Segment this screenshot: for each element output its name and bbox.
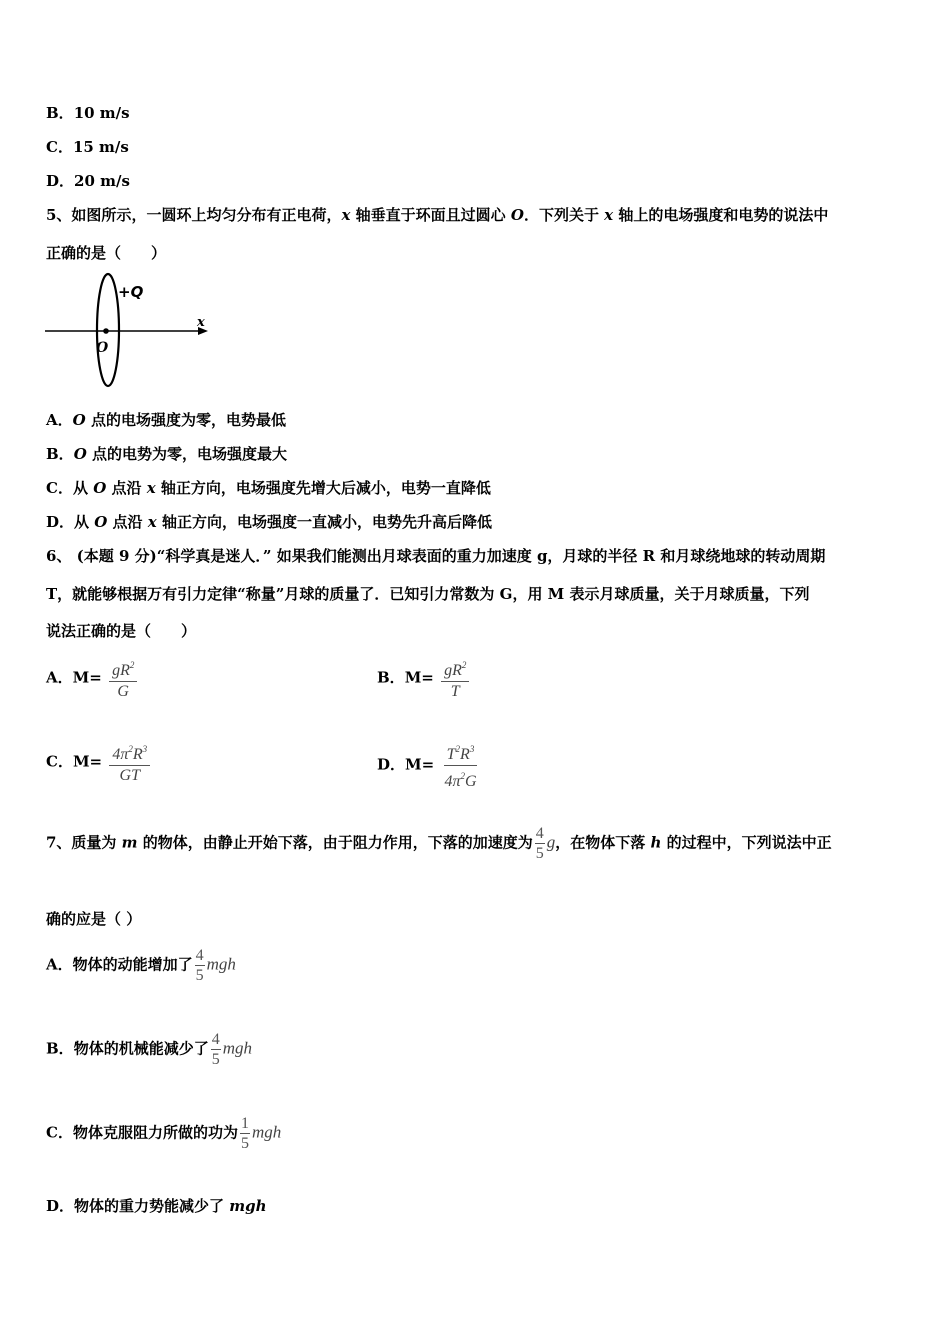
- exponent: 2: [460, 771, 465, 781]
- q6-option-b: [377, 655, 471, 702]
- q5-stem-part: 轴上的电场强度和电势的说法中: [613, 206, 829, 224]
- numerator: 1: [240, 1115, 249, 1132]
- option-text: 点的电势为零，电场强度最大: [86, 445, 287, 463]
- option-prefix: M=: [72, 752, 103, 771]
- q5-stem-part: ．下列关于: [523, 206, 605, 224]
- q5-stem-line2: 正确的是（ ）: [46, 244, 167, 262]
- var-o: O: [510, 206, 524, 224]
- numerator: gR: [444, 662, 462, 679]
- numerator: 4: [535, 825, 544, 842]
- option-label: C．: [46, 1123, 73, 1142]
- fraction: [240, 1114, 250, 1153]
- q7-stem-line2: 确的应是（ ）: [46, 910, 142, 928]
- q6-stem-line1: 6、 (本题 9 分)“科学真是迷人．” 如果我们能测出月球表面的重力加速度 g，月球的半径 R 和月球绕地球的转动周期: [46, 547, 826, 565]
- denominator: G: [117, 683, 129, 700]
- q5-option-c: [46, 477, 491, 498]
- q7-option-a: [46, 946, 236, 985]
- q7-stem-part: 7、质量为: [46, 833, 122, 852]
- fraction: [441, 655, 469, 702]
- denominator: 5: [240, 1135, 249, 1152]
- denominator: 5: [535, 845, 544, 862]
- option-label: B．: [46, 445, 74, 463]
- q4-option-c: [46, 136, 129, 157]
- ring-charge-figure: [40, 272, 220, 394]
- fraction: [195, 946, 205, 985]
- var-o: O: [94, 513, 108, 531]
- option-prefix: M=: [404, 668, 434, 687]
- denominator: G: [464, 773, 477, 790]
- center-label: O: [96, 340, 109, 356]
- q5-option-a: [46, 409, 286, 430]
- option-prefix: M=: [72, 668, 102, 687]
- option-label: A．: [46, 668, 73, 687]
- exponent: 3: [142, 744, 148, 754]
- q6-option-d: [377, 739, 482, 792]
- var-x: x: [341, 206, 351, 224]
- option-label: B．: [377, 668, 405, 687]
- fraction: [441, 739, 479, 792]
- var-h: h: [650, 833, 662, 852]
- option-text: 点的电场强度为零，电势最低: [85, 411, 286, 429]
- option-label: B．: [46, 1039, 74, 1058]
- numerator: R: [132, 746, 143, 763]
- q5-stem-part: 5、如图所示，一圆环上均匀分布有正电荷，: [46, 206, 342, 224]
- option-label: D．: [46, 513, 75, 531]
- q7-option-c: [46, 1114, 281, 1153]
- q7-stem-part: ，在物体下落: [555, 833, 651, 852]
- option-text: 15 m/s: [72, 138, 129, 156]
- option-text: 点沿: [106, 479, 147, 497]
- var-o: O: [93, 479, 107, 497]
- var-x: x: [146, 479, 156, 497]
- denominator: 5: [195, 967, 204, 984]
- numerator: 4: [211, 1031, 220, 1048]
- q7-stem-part: 的物体，由静止开始下落，由于阻力作用，下落的加速度为: [137, 833, 533, 852]
- option-prefix: M=: [405, 755, 435, 774]
- exponent: 2: [455, 744, 461, 754]
- exponent: 2: [128, 744, 133, 754]
- numerator: 4: [195, 947, 204, 964]
- option-text: 物体克服阻力所做的功为: [72, 1123, 238, 1142]
- exponent: 2: [129, 660, 135, 670]
- q6-option-c: [46, 739, 152, 786]
- numerator: 4π: [112, 746, 129, 763]
- numerator: gR: [112, 662, 130, 679]
- var-m: m: [121, 833, 138, 852]
- option-label: D．: [377, 755, 406, 774]
- fraction: [109, 739, 150, 786]
- denominator: T: [450, 683, 460, 700]
- center-point: [103, 328, 109, 334]
- option-label: A．: [46, 411, 73, 429]
- option-text: 10 m/s: [73, 104, 130, 122]
- mgh-term: mgh: [251, 1122, 282, 1142]
- q5-stem: [46, 204, 828, 225]
- q5-option-d: [46, 511, 492, 532]
- option-text: 20 m/s: [74, 172, 130, 190]
- exponent: 3: [469, 744, 475, 754]
- option-label: C．: [46, 479, 73, 497]
- option-label: B．: [46, 104, 74, 122]
- option-text: 从: [74, 513, 95, 531]
- numerator: T: [446, 746, 456, 763]
- denominator: GT: [119, 767, 140, 784]
- q7-option-b: [46, 1030, 252, 1069]
- option-text: 物体的机械能减少了: [73, 1039, 209, 1058]
- var-x: x: [147, 513, 157, 531]
- q4-option-b: [46, 102, 130, 123]
- option-label: D．: [46, 1197, 75, 1215]
- numerator: R: [460, 746, 470, 763]
- denominator: 5: [211, 1051, 220, 1068]
- q7-stem-part: 的过程中，下列说法中正: [661, 833, 832, 852]
- denominator: 4π: [444, 773, 461, 790]
- fraction: [109, 655, 137, 702]
- q5-option-b: [46, 443, 287, 464]
- option-label: A．: [46, 955, 73, 974]
- var-x: x: [604, 206, 614, 224]
- fraction: [211, 1030, 221, 1069]
- q5-stem-part: 轴垂直于环面且过圆心: [350, 206, 511, 224]
- mgh-term: mgh: [222, 1038, 252, 1058]
- charge-label: +Q: [118, 283, 144, 301]
- option-text: 轴正方向，电场强度一直减小，电势先升高后降低: [156, 513, 492, 531]
- mgh-term: mgh: [206, 954, 236, 974]
- option-label: C．: [46, 752, 73, 771]
- q7-stem: [46, 824, 832, 863]
- option-text: 物体的动能增加了: [72, 955, 193, 974]
- var-g: g: [546, 832, 556, 852]
- option-text: 点沿: [107, 513, 148, 531]
- q4-option-d: [46, 170, 130, 191]
- q6-option-a: [46, 655, 139, 702]
- option-text: 物体的重力势能减少了: [74, 1197, 230, 1215]
- option-label: D．: [46, 172, 75, 190]
- var-o: O: [72, 411, 86, 429]
- option-label: C．: [46, 138, 73, 156]
- mgh-term: mgh: [229, 1197, 267, 1215]
- q6-stem-line2: T，就能够根据万有引力定律“称量”月球的质量了．已知引力常数为 G，用 M 表示月球质量，关于月球质量，下列: [46, 585, 810, 603]
- q6-stem-line3: 说法正确的是（ ）: [46, 622, 197, 640]
- option-text: 轴正方向，电场强度先增大后减小，电势一直降低: [155, 479, 491, 497]
- axis-label: x: [197, 315, 205, 330]
- exponent: 2: [461, 660, 467, 670]
- var-o: O: [73, 445, 87, 463]
- fraction: [535, 824, 545, 863]
- q7-option-d: [46, 1195, 267, 1216]
- option-text: 从: [72, 479, 94, 497]
